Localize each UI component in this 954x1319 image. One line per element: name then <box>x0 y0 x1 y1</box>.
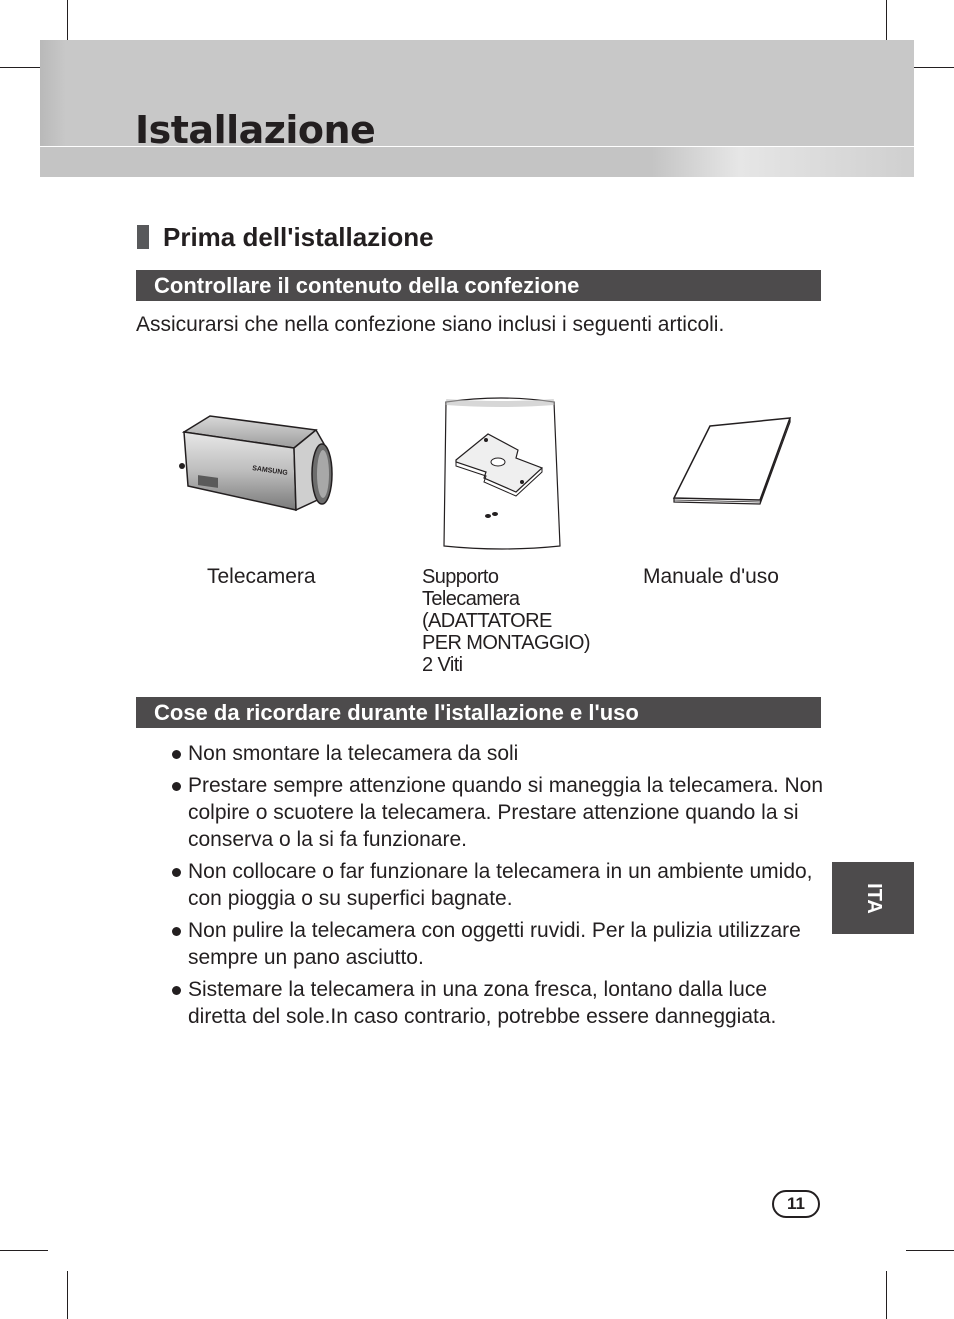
caption-line: 2 Viti <box>422 654 463 676</box>
precautions-bar: Cose da ricordare durante l'istallazione e l'uso <box>136 697 821 728</box>
camera-brand-label: SAMSUNG <box>251 465 289 477</box>
caption-line: Manuale d'uso <box>643 565 779 588</box>
section-marker <box>137 225 149 249</box>
item-caption-bracket <box>422 566 590 676</box>
section-heading <box>137 222 434 252</box>
section-title: Prima dell'istallazione <box>163 221 434 252</box>
list-item: Prestare sempre attenzione quando si maneggia la telecamera. Non colpire o scuotere la telecamera. Prestare attenzione quando la si conserva o la si fa funzionare. <box>170 772 830 853</box>
list-item: Non smontare la telecamera da soli <box>170 740 830 767</box>
caption-line: Telecamera <box>422 588 520 610</box>
caption-line: Telecamera <box>207 565 316 588</box>
page-number: 11 <box>772 1190 820 1218</box>
item-caption-camera <box>207 566 316 588</box>
caption-line: (ADATTATORE <box>422 610 552 632</box>
manual-icon <box>668 414 794 508</box>
mount-bracket-icon <box>442 396 562 550</box>
language-tab-label: ITA <box>862 882 885 914</box>
list-item: Non pulire la telecamera con oggetti ruvidi. Per la pulizia utilizzare sempre un pano asciutto. <box>170 917 830 971</box>
crop-mark <box>906 1250 954 1251</box>
crop-mark <box>0 1250 48 1251</box>
crop-mark <box>67 1271 68 1319</box>
list-item: Non collocare o far funzionare la telecamera in un ambiente umido, con pioggia o su superfici bagnate. <box>170 858 830 912</box>
camera-icon <box>176 410 336 516</box>
box-contents-intro: Assicurarsi che nella confezione siano inclusi i seguenti articoli. <box>136 313 725 336</box>
caption-line: PER MONTAGGIO) <box>422 632 590 654</box>
caption-line: Supporto <box>422 566 499 588</box>
page-title: Istallazione <box>135 108 376 152</box>
box-contents-bar: Controllare il contenuto della confezione <box>136 270 821 301</box>
item-caption-manual <box>643 566 779 588</box>
list-item: Sistemare la telecamera in una zona fresca, lontano dalla luce diretta del sole.In caso contrario, potrebbe essere danneggiata. <box>170 976 830 1030</box>
language-tab <box>832 862 914 934</box>
crop-mark <box>886 1271 887 1319</box>
precautions-list <box>170 740 830 1035</box>
